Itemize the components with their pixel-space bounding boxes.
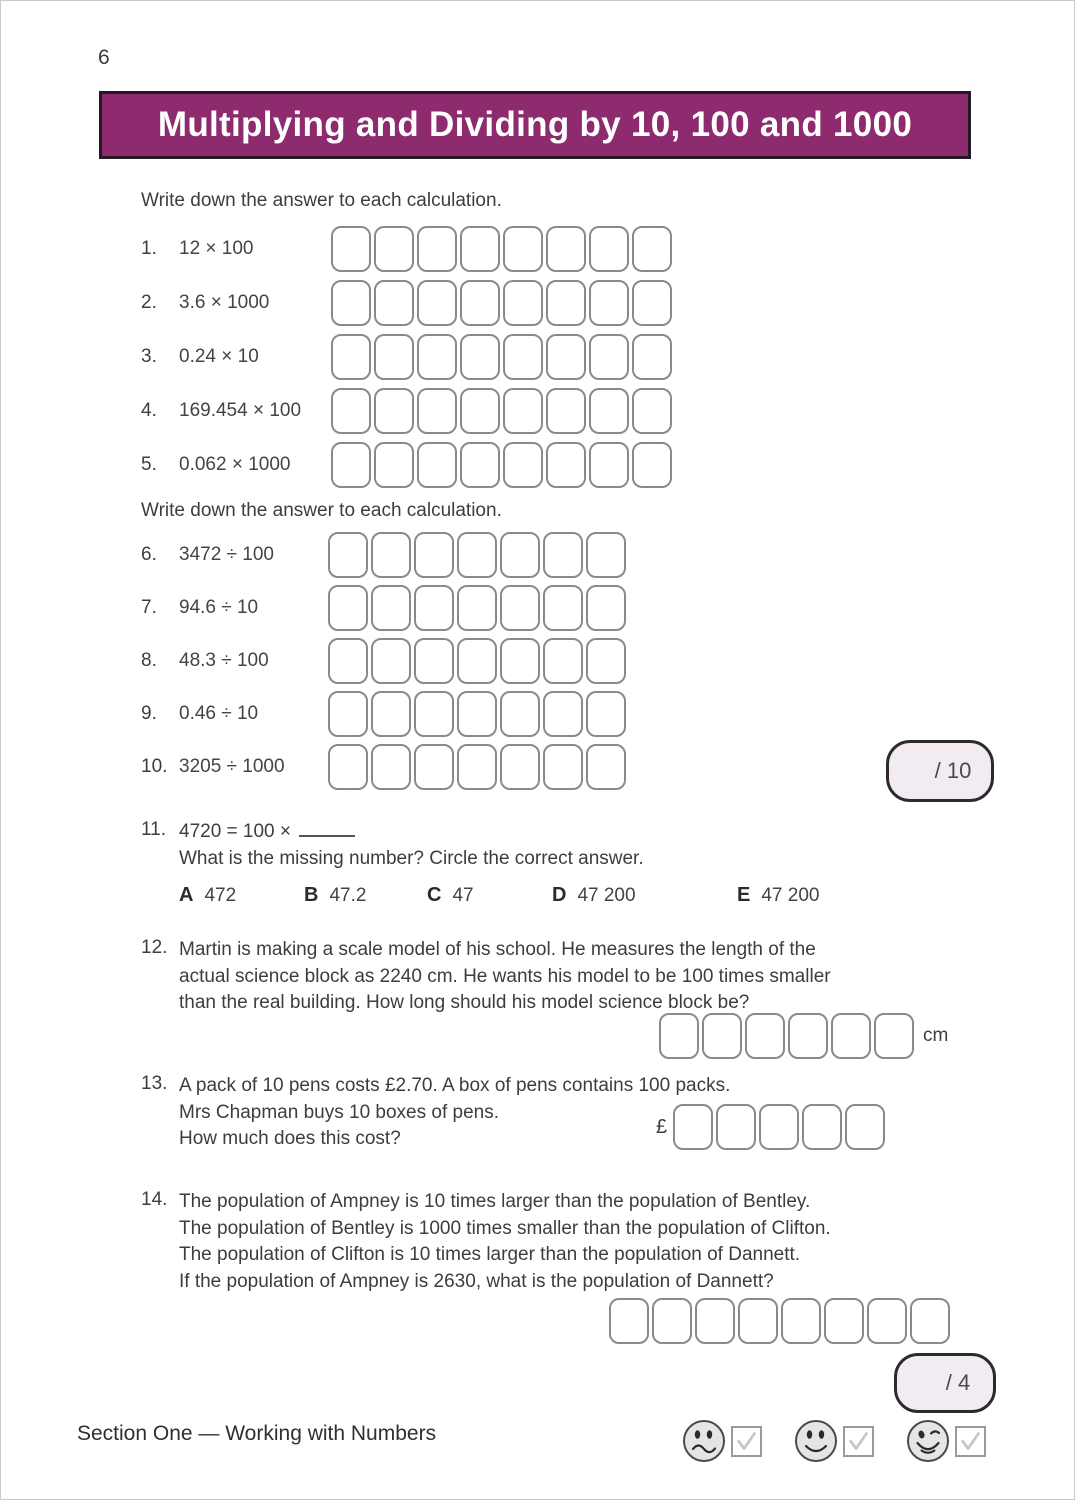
option-row <box>179 882 819 910</box>
page-title: Multiplying and Dividing by 10, 100 and 1000 <box>157 105 913 144</box>
answer-box-row <box>331 388 675 434</box>
answer-box[interactable] <box>457 638 497 684</box>
question-expression: 0.24 × 10 <box>179 346 259 367</box>
answer-box-row <box>659 1013 917 1059</box>
question-text-line: How much does this cost? <box>179 1128 401 1149</box>
answer-box[interactable] <box>546 442 586 488</box>
answer-box-row <box>328 744 629 790</box>
answer-box[interactable] <box>589 388 629 434</box>
answer-box[interactable] <box>414 532 454 578</box>
question-row <box>141 280 675 326</box>
question-text-line: actual science block as 2240 cm. He wants his model to be 100 times smaller <box>179 965 831 987</box>
question-number: 9. <box>141 703 157 724</box>
answer-box[interactable] <box>460 388 500 434</box>
question-expression: 48.3 ÷ 100 <box>179 650 269 671</box>
answer-box[interactable] <box>414 638 454 684</box>
answer-box[interactable] <box>371 744 411 790</box>
answer-box[interactable] <box>781 1298 821 1344</box>
answer-box[interactable] <box>503 388 543 434</box>
question-text-line: Martin is making a scale model of his school. He measures the length of the <box>179 939 816 960</box>
answer-box[interactable] <box>374 388 414 434</box>
answer-box[interactable] <box>371 585 411 631</box>
answer-box[interactable] <box>759 1104 799 1150</box>
answer-box[interactable] <box>831 1013 871 1059</box>
currency-label: £ <box>656 1115 668 1138</box>
answer-box[interactable] <box>500 744 540 790</box>
answer-box[interactable] <box>500 532 540 578</box>
answer-box[interactable] <box>460 334 500 380</box>
question-row <box>141 334 675 380</box>
rating-unsure <box>682 1419 762 1463</box>
answer-box[interactable] <box>417 226 457 272</box>
answer-box[interactable] <box>695 1298 735 1344</box>
answer-box[interactable] <box>331 334 371 380</box>
answer-box[interactable] <box>417 442 457 488</box>
question-number: 11. <box>141 819 167 840</box>
answer-box[interactable] <box>673 1104 713 1150</box>
score-box-part2 <box>894 1353 996 1413</box>
answer-box[interactable] <box>414 744 454 790</box>
answer-box[interactable] <box>845 1104 885 1150</box>
answer-box[interactable] <box>374 334 414 380</box>
option-value: 47 <box>452 885 474 906</box>
answer-box[interactable] <box>652 1298 692 1344</box>
rating-checkbox-unsure[interactable] <box>731 1426 762 1457</box>
answer-box[interactable] <box>586 638 626 684</box>
answer-box[interactable] <box>331 442 371 488</box>
option-letter: B <box>304 884 319 906</box>
question-text-line: Mrs Chapman buys 10 boxes of pens. <box>179 1101 500 1123</box>
answer-box[interactable] <box>371 638 411 684</box>
answer-box[interactable] <box>328 691 368 737</box>
answer-box-row <box>609 1298 953 1344</box>
question-number: 1. <box>141 238 157 259</box>
question-equation <box>179 819 819 846</box>
answer-box[interactable] <box>457 532 497 578</box>
question-expression: 3.6 × 1000 <box>179 292 270 313</box>
self-assessment-ratings <box>682 1419 986 1463</box>
answer-box[interactable] <box>503 280 543 326</box>
question-row <box>141 442 675 488</box>
answer-box[interactable] <box>331 388 371 434</box>
question-number: 5. <box>141 454 157 475</box>
answer-box[interactable] <box>328 532 368 578</box>
unit-label: cm <box>923 1025 949 1046</box>
option-letter: C <box>427 884 442 906</box>
question-text-line: The population of Bentley is 1000 times smaller than the population of Clifton. <box>179 1217 831 1239</box>
answer-box[interactable] <box>331 226 371 272</box>
answer-box[interactable] <box>457 744 497 790</box>
answer-box[interactable] <box>457 585 497 631</box>
option-value: 47 200 <box>761 885 820 906</box>
answer-box[interactable] <box>546 334 586 380</box>
answer-box[interactable] <box>460 226 500 272</box>
answer-box[interactable] <box>328 744 368 790</box>
instruction-multiply: Write down the answer to each calculation. <box>141 190 502 211</box>
smile-face-icon <box>794 1419 838 1463</box>
checkmark-icon <box>733 1427 760 1456</box>
question-number: 4. <box>141 400 157 421</box>
answer-box[interactable] <box>460 442 500 488</box>
equation-text: 4720 = 100 × <box>179 821 291 842</box>
question-number: 8. <box>141 650 157 671</box>
question-number: 12. <box>141 937 168 958</box>
option-letter: D <box>552 884 567 906</box>
answer-box[interactable] <box>702 1013 742 1059</box>
answer-box[interactable] <box>543 585 583 631</box>
question-text-line: If the population of Ampney is 2630, what is the population of Dannett? <box>179 1270 774 1292</box>
answer-box[interactable] <box>543 532 583 578</box>
rating-ok <box>794 1419 874 1463</box>
answer-box-row <box>328 532 629 578</box>
answer-box[interactable] <box>414 585 454 631</box>
rating-checkbox-ok[interactable] <box>843 1426 874 1457</box>
question-expression: 0.062 × 1000 <box>179 454 291 475</box>
answer-box[interactable] <box>586 744 626 790</box>
question-12 <box>141 937 831 1017</box>
question-number: 7. <box>141 597 157 618</box>
question-number: 6. <box>141 544 157 565</box>
answer-box[interactable] <box>589 280 629 326</box>
question-expression: 3472 ÷ 100 <box>179 544 274 565</box>
question-12-answer <box>659 1013 948 1059</box>
answer-box-row <box>328 585 629 631</box>
answer-box[interactable] <box>460 280 500 326</box>
answer-box-row <box>328 638 629 684</box>
answer-box[interactable] <box>586 691 626 737</box>
question-row <box>141 585 629 631</box>
answer-box[interactable] <box>874 1013 914 1059</box>
answer-box-row <box>331 442 675 488</box>
question-row <box>141 691 629 737</box>
answer-box-row <box>331 280 675 326</box>
option-a[interactable] <box>179 882 304 910</box>
wink-face-icon <box>906 1419 950 1463</box>
score-label: / 10 <box>934 758 972 783</box>
answer-box[interactable] <box>546 388 586 434</box>
question-14-answer <box>609 1298 953 1344</box>
answer-box[interactable] <box>543 744 583 790</box>
answer-box[interactable] <box>543 638 583 684</box>
answer-box[interactable] <box>586 585 626 631</box>
answer-box[interactable] <box>910 1298 950 1344</box>
answer-box[interactable] <box>503 334 543 380</box>
answer-box[interactable] <box>589 334 629 380</box>
answer-box[interactable] <box>659 1013 699 1059</box>
question-number: 2. <box>141 292 157 313</box>
answer-box-row <box>331 334 675 380</box>
question-row <box>141 226 675 272</box>
answer-box[interactable] <box>546 280 586 326</box>
answer-box[interactable] <box>738 1298 778 1344</box>
option-c[interactable] <box>427 882 552 910</box>
question-row <box>141 532 629 578</box>
question-number: 14. <box>141 1189 168 1210</box>
answer-box[interactable] <box>543 691 583 737</box>
option-value: 47 200 <box>577 885 636 906</box>
option-value: 47.2 <box>329 885 367 906</box>
answer-box[interactable] <box>500 585 540 631</box>
answer-box[interactable] <box>745 1013 785 1059</box>
instruction-divide: Write down the answer to each calculation. <box>141 500 502 521</box>
answer-box[interactable] <box>589 226 629 272</box>
answer-box[interactable] <box>867 1298 907 1344</box>
question-list-divide <box>141 532 629 790</box>
answer-box[interactable] <box>503 226 543 272</box>
question-text-line: than the real building. How long should his model science block be? <box>179 992 750 1013</box>
answer-box[interactable] <box>632 388 672 434</box>
question-text-line: The population of Ampney is 10 times larger than the population of Bentley. <box>179 1191 811 1212</box>
answer-box[interactable] <box>371 691 411 737</box>
question-expression: 0.46 ÷ 10 <box>179 703 259 724</box>
rating-checkbox-confident[interactable] <box>955 1426 986 1457</box>
answer-box[interactable] <box>632 334 672 380</box>
question-text-line: The population of Clifton is 10 times larger than the population of Dannett. <box>179 1244 801 1265</box>
question-list-multiply <box>141 226 675 488</box>
option-letter: E <box>737 884 751 906</box>
answer-blank[interactable] <box>299 819 355 837</box>
question-13-answer <box>656 1104 888 1150</box>
option-letter: A <box>179 884 194 906</box>
answer-box[interactable] <box>417 280 457 326</box>
answer-box[interactable] <box>503 442 543 488</box>
answer-box[interactable] <box>374 226 414 272</box>
question-text-line: A pack of 10 pens costs £2.70. A box of pens contains 100 packs. <box>179 1075 731 1096</box>
question-13 <box>141 1073 730 1153</box>
answer-box-row <box>328 691 629 737</box>
question-number: 3. <box>141 346 157 367</box>
option-d[interactable] <box>552 882 737 910</box>
answer-box[interactable] <box>609 1298 649 1344</box>
option-e[interactable] <box>737 882 819 910</box>
answer-box[interactable] <box>331 280 371 326</box>
question-row <box>141 744 629 790</box>
question-number: 13. <box>141 1073 168 1094</box>
question-expression: 169.454 × 100 <box>179 400 302 421</box>
answer-box[interactable] <box>788 1013 828 1059</box>
answer-box[interactable] <box>328 585 368 631</box>
answer-box[interactable] <box>371 532 411 578</box>
answer-box[interactable] <box>374 280 414 326</box>
question-number: 10. <box>141 756 168 777</box>
rating-confident <box>906 1419 986 1463</box>
answer-box[interactable] <box>457 691 497 737</box>
option-b[interactable] <box>304 882 427 910</box>
question-expression: 12 × 100 <box>179 238 254 259</box>
question-11 <box>141 819 819 910</box>
title-banner <box>99 91 971 159</box>
answer-box[interactable] <box>824 1298 864 1344</box>
section-title: Section One — Working with Numbers <box>77 1422 437 1445</box>
answer-box[interactable] <box>589 442 629 488</box>
answer-box[interactable] <box>374 442 414 488</box>
question-row <box>141 638 629 684</box>
question-row <box>141 388 675 434</box>
question-expression: 3205 ÷ 1000 <box>179 756 285 777</box>
answer-box[interactable] <box>417 334 457 380</box>
answer-box[interactable] <box>328 638 368 684</box>
checkmark-icon <box>845 1427 872 1456</box>
answer-box[interactable] <box>716 1104 756 1150</box>
score-box-part1 <box>886 740 994 802</box>
answer-box[interactable] <box>500 638 540 684</box>
answer-box[interactable] <box>586 532 626 578</box>
question-expression: 94.6 ÷ 10 <box>179 597 259 618</box>
answer-box[interactable] <box>546 226 586 272</box>
score-label: / 4 <box>945 1370 971 1395</box>
question-prompt: What is the missing number? Circle the correct answer. <box>179 847 644 869</box>
answer-box[interactable] <box>632 226 672 272</box>
answer-box[interactable] <box>417 388 457 434</box>
answer-box[interactable] <box>500 691 540 737</box>
answer-box-row <box>331 226 675 272</box>
page-number: 6 <box>98 46 110 69</box>
question-14 <box>141 1189 831 1295</box>
answer-box[interactable] <box>414 691 454 737</box>
unsure-face-icon <box>682 1419 726 1463</box>
answer-box[interactable] <box>632 280 672 326</box>
answer-box[interactable] <box>632 442 672 488</box>
option-value: 472 <box>204 885 237 906</box>
answer-box-row <box>673 1104 888 1150</box>
answer-box[interactable] <box>802 1104 842 1150</box>
checkmark-icon <box>957 1427 984 1456</box>
